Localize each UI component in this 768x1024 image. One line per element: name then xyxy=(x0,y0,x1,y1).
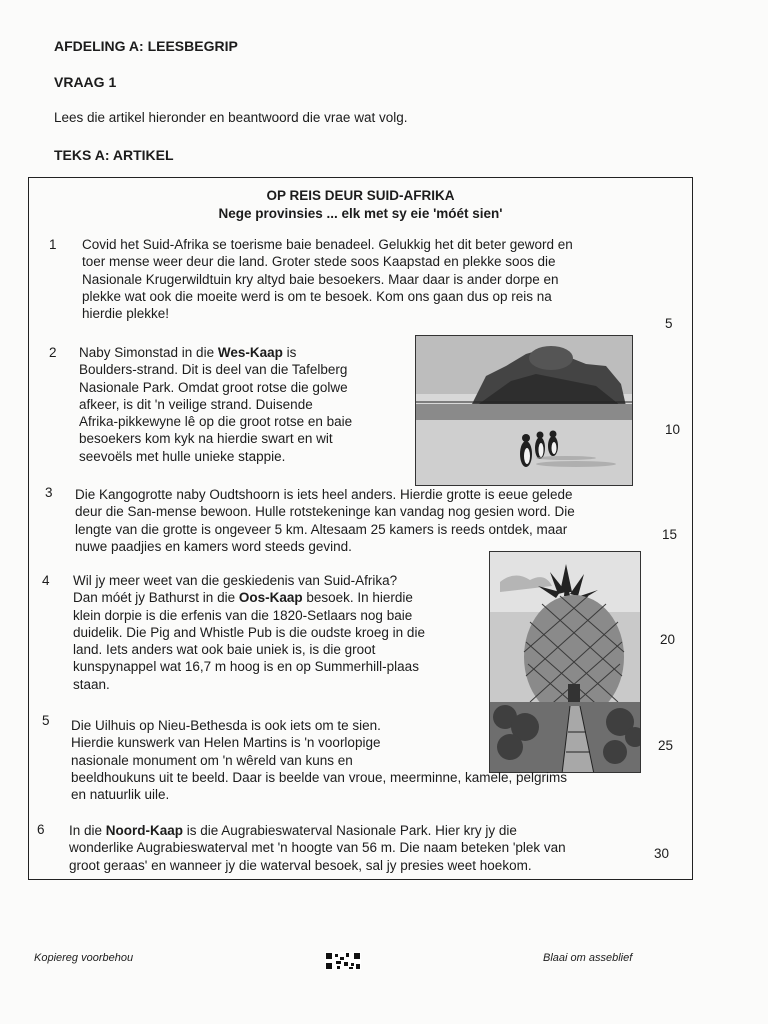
paragraph-line: nasionale monument om 'n wêreld van kuns en xyxy=(71,752,353,768)
paragraph-line: beeldhoukuns uit te beeld. Daar is beelde van vroue, meerminne, kamele, pelgrims xyxy=(71,769,568,785)
paragraph-number: 4 xyxy=(42,573,50,588)
paragraph-line: land. Iets anders wat ook baie uniek is, is die groot xyxy=(73,642,376,658)
paragraph-line: Dan móét jy Bathurst in die Oos-Kaap besoek. In hierdie xyxy=(73,590,413,606)
paragraph-6 xyxy=(69,822,649,874)
paragraph-line: en natuurlik uile. xyxy=(71,787,170,803)
paragraph-line: staan. xyxy=(73,676,110,692)
paragraph-line: Nasionale Krugerwildtuin kry altyd baie besoekers. Maar daar is ander dorpe en xyxy=(82,271,559,287)
article-subtitle: Nege provinsies ... elk met sy eie 'móét sien' xyxy=(218,206,503,221)
paragraph-line: Afrika-pikkewyne lê op die groot rotse en baie xyxy=(79,414,353,430)
line-number: 5 xyxy=(665,316,673,331)
turn-over-footer: Blaai om asseblief xyxy=(543,952,633,964)
paragraph-line: plekke wat ook die moeite werd is om te besoek. Kom ons gaan dus op reis na xyxy=(82,288,552,304)
paragraph-line: Nasionale Park. Omdat groot rotse die golwe xyxy=(79,379,348,395)
province-name: Wes-Kaap xyxy=(217,345,283,360)
paragraph-number: 3 xyxy=(45,485,53,500)
paragraph-line: Boulders-strand. Dit is deel van die Tafelberg xyxy=(79,362,348,378)
article-box xyxy=(28,177,693,880)
paragraph-line: seevoëls met hulle unieke stappie. xyxy=(79,448,286,464)
instruction-text: Lees die artikel hieronder en beantwoord die vrae wat volg. xyxy=(54,110,408,125)
text-heading: TEKS A: ARTIKEL xyxy=(54,147,174,163)
paragraph-4 xyxy=(73,572,483,693)
line-number: 20 xyxy=(660,632,676,647)
paragraph-line: Wil jy meer weet van die geskiedenis van Suid-Afrika? xyxy=(73,573,398,588)
paragraph-line: besoekers kom kyk na hierdie swart en wit xyxy=(79,431,333,447)
paragraph-line: duidelik. Die Pig and Whistle Pub is die oudste kroeg in die xyxy=(73,624,425,640)
paragraph-line: wonderlike Augrabieswaterval met 'n hoogte van 56 m. Die naam beteken 'plek van xyxy=(69,840,566,856)
paragraph-line: toer mense weer deur die land. Groter stede soos Kaapstad en plekke soos die xyxy=(82,254,556,270)
paragraph-3 xyxy=(75,486,665,555)
paragraph-line: deur die San-mense bewoon. Hulle rotstekeninge kan vandag nog gesien word. Die xyxy=(75,504,575,520)
line-number: 10 xyxy=(665,422,681,437)
paragraph-line: Naby Simonstad in die Wes-Kaap is xyxy=(79,345,297,360)
section-heading: AFDELING A: LEESBEGRIP xyxy=(54,38,238,54)
paragraph-line: groot geraas' en wanneer jy die waterval besoek, sal jy presies weet hoekom. xyxy=(69,857,532,873)
paragraph-line: Hierdie kunswerk van Helen Martins is 'n voorlopige xyxy=(71,735,381,751)
paragraph-line: kunspynappel wat 16,7 m hoog is en op Summerhill-plaas xyxy=(73,659,419,675)
paragraph-1 xyxy=(82,236,662,322)
line-number: 30 xyxy=(654,846,670,861)
paragraph-line: Die Uilhuis op Nieu-Bethesda is ook iets om te sien. xyxy=(71,718,381,733)
paragraph-line: afkeer, is dit 'n veilige strand. Duisende xyxy=(79,396,313,412)
paragraph-line: klein dorpie is die erfenis van die 1820-Setlaars nog baie xyxy=(73,607,413,623)
line-number: 25 xyxy=(658,738,674,753)
paragraph-number: 1 xyxy=(49,237,57,252)
article-title: OP REIS DEUR SUID-AFRIKA xyxy=(266,188,455,203)
line-number: 15 xyxy=(662,527,678,542)
paragraph-line: In die Noord-Kaap is die Augrabieswaterval Nasionale Park. Hier kry jy die xyxy=(69,823,517,838)
question-heading: VRAAG 1 xyxy=(54,74,117,90)
penguin-beach-photo xyxy=(415,335,633,486)
paragraph-number: 2 xyxy=(49,345,57,360)
paragraph-2 xyxy=(79,344,409,465)
province-name: Oos-Kaap xyxy=(238,590,303,606)
paragraph-number: 6 xyxy=(37,822,45,837)
paragraph-5 xyxy=(71,717,674,803)
paragraph-number: 5 xyxy=(42,713,50,728)
copyright-footer: Kopiereg voorbehou xyxy=(34,952,134,964)
paragraph-line: Die Kangogrotte naby Oudtshoorn is iets heel anders. Hierdie grotte is eeue gelede xyxy=(75,487,573,502)
qr-code-icon xyxy=(325,952,361,970)
paragraph-line: lengte van die grotte is ongeveer 5 km. Altesaam 25 kamers is reeds ontdek, maar xyxy=(75,521,568,537)
paragraph-line: hierdie plekke! xyxy=(82,306,170,322)
paragraph-line: nuwe paadjies en kamers word steeds gevind. xyxy=(75,538,352,554)
paragraph-line: Covid het Suid-Afrika se toerisme baie benadeel. Gelukkig het dit beter geword en xyxy=(82,237,573,252)
province-name: Noord-Kaap xyxy=(105,823,184,838)
